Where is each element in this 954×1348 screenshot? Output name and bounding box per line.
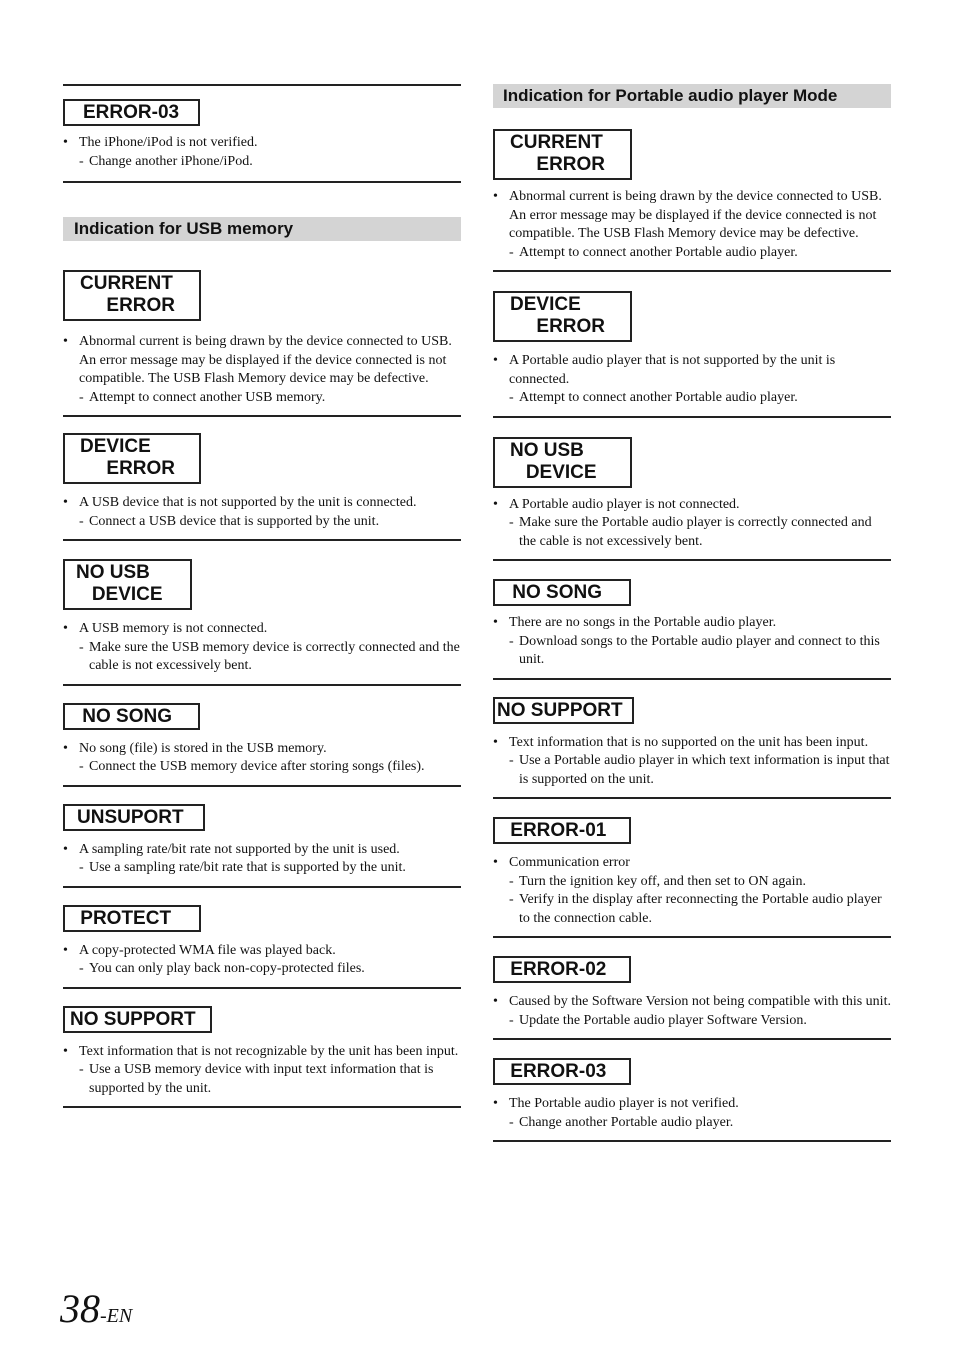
remedy-text: - Download songs to the Portable audio player and connect to this unit.: [509, 633, 891, 670]
remedy-text: - Change another Portable audio player.: [509, 1114, 891, 1133]
description-text: Communication error: [509, 855, 630, 870]
remedy-text: - Update the Portable audio player Software Version.: [509, 1012, 891, 1031]
entry-current-error: [63, 241, 461, 417]
entry-description: [493, 188, 891, 262]
remedy-text: - Use a Portable audio player in which text information is input that is supported on the unit.: [509, 752, 891, 789]
error-label: CURRENT ERROR: [63, 270, 201, 321]
entry-description: [63, 1043, 461, 1099]
entry-no-support: [493, 680, 891, 800]
description-text: Abnormal current is being drawn by the device connected to USB. An error message may be displayed if the device connected is not compatible. The USB Flash Memory device may be defective.: [79, 334, 452, 386]
entry-unsuport: [63, 787, 461, 888]
remedy-text: - Attempt to connect another Portable audio player.: [509, 244, 891, 263]
error-label: PROTECT: [63, 905, 201, 932]
remedy-text: - Verify in the display after reconnecting the Portable audio player to the connection cable.: [509, 891, 891, 928]
error-label: NO SONG: [493, 579, 631, 606]
entry-error-01: [493, 799, 891, 938]
page-number-value: 38: [60, 1286, 100, 1331]
entry-description: [63, 333, 461, 407]
description-text: A USB memory is not connected.: [79, 621, 268, 636]
error-label: ERROR-03: [63, 99, 200, 126]
remedy-text: - Use a USB memory device with input text information that is supported by the unit.: [79, 1061, 461, 1098]
entry-device-error: [63, 417, 461, 541]
error-label: CURRENT ERROR: [493, 129, 632, 180]
entry-description: [63, 134, 461, 171]
remedy-text: - Connect the USB memory device after storing songs (files).: [79, 758, 461, 777]
entry-description: [63, 942, 461, 979]
page-number: [60, 1285, 132, 1340]
description-text: There are no songs in the Portable audio player.: [509, 615, 777, 630]
remedy-text: - Make sure the USB memory device is correctly connected and the cable is not excessively bent.: [79, 639, 461, 676]
description-text: Text information that is not recognizable by the unit has been input.: [79, 1043, 459, 1059]
left-column: [63, 84, 461, 1108]
section-title-portable-audio: Indication for Portable audio player Mode: [493, 84, 891, 108]
entry-description: [63, 740, 461, 777]
error-label: ERROR-01: [493, 817, 631, 844]
entry-description: [493, 854, 891, 928]
entry-description: [493, 734, 891, 790]
entry-error-03-iphone: [63, 84, 461, 183]
entry-description: [493, 614, 891, 670]
remedy-text: - Attempt to connect another Portable audio player.: [509, 389, 891, 408]
entry-device-error: [493, 272, 891, 418]
description-text: No song (file) is stored in the USB memory.: [79, 740, 327, 756]
page-language-suffix: -EN: [100, 1305, 133, 1327]
entry-description: [493, 352, 891, 408]
description-text: Caused by the Software Version not being compatible with this unit.: [509, 994, 891, 1009]
remedy-text: - Make sure the Portable audio player is correctly connected and the cable is not excessively bent.: [509, 514, 891, 551]
entry-no-support: [63, 989, 461, 1109]
remedy-text: - Connect a USB device that is supported by the unit.: [79, 513, 461, 532]
remedy-text: - Change another iPhone/iPod.: [79, 153, 461, 172]
entry-no-usb-device: [63, 541, 461, 686]
description-text: The Portable audio player is not verified.: [509, 1096, 739, 1111]
error-label: ERROR-03: [493, 1058, 631, 1085]
error-label: DEVICE ERROR: [493, 291, 632, 342]
entry-no-song: [493, 561, 891, 680]
remedy-text: - You can only play back non-copy-protected files.: [79, 960, 461, 979]
entry-error-02: [493, 938, 891, 1040]
description-text: Abnormal current is being drawn by the device connected to USB. An error message may be displayed if the device connected is not compatible. The USB Flash Memory device may be defective.: [509, 189, 882, 241]
entry-error-03: [493, 1040, 891, 1142]
description-text: The iPhone/iPod is not verified.: [79, 135, 258, 150]
entry-no-song: [63, 686, 461, 787]
error-label: NO USB DEVICE: [493, 437, 632, 488]
error-label: UNSUPORT: [63, 804, 205, 831]
description-text: A copy-protected WMA file was played back.: [79, 942, 336, 958]
description-text: A USB device that is not supported by the unit is connected.: [79, 495, 417, 510]
error-label: NO SONG: [63, 703, 200, 730]
remedy-text: - Attempt to connect another USB memory.: [79, 389, 461, 408]
entry-protect: [63, 888, 461, 989]
entry-current-error: [493, 108, 891, 272]
description-text: A Portable audio player that is not supported by the unit is connected.: [509, 353, 836, 387]
entry-description: [63, 620, 461, 676]
description-text: Text information that is no supported on the unit has been input.: [509, 734, 869, 750]
entry-description: [63, 841, 461, 878]
remedy-text: - Turn the ignition key off, and then set to ON again.: [509, 873, 891, 892]
description-text: A sampling rate/bit rate not supported by the unit is used.: [79, 841, 400, 857]
error-label: NO USB DEVICE: [63, 559, 192, 610]
error-label: NO SUPPORT: [63, 1006, 212, 1033]
section-title-usb: Indication for USB memory: [63, 217, 461, 241]
entry-description: [63, 494, 461, 531]
remedy-text: - Use a sampling rate/bit rate that is supported by the unit.: [79, 859, 461, 878]
entry-description: [493, 496, 891, 552]
error-label: NO SUPPORT: [493, 697, 634, 724]
description-text: A Portable audio player is not connected.: [509, 496, 740, 512]
error-label: DEVICE ERROR: [63, 433, 201, 484]
entry-description: [493, 1095, 891, 1132]
entry-no-usb-device: [493, 418, 891, 562]
error-label: ERROR-02: [493, 956, 631, 983]
right-column: [493, 84, 891, 1142]
entry-description: [493, 993, 891, 1030]
